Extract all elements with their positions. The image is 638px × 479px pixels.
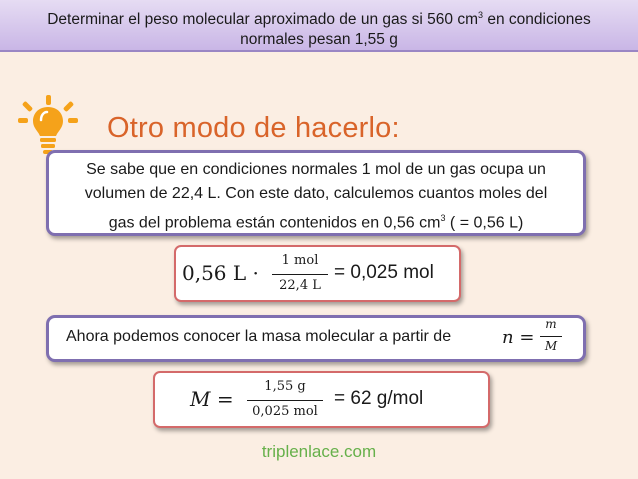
section-title: Otro modo de hacerlo: xyxy=(107,112,400,144)
formula-fraction-bar xyxy=(540,336,562,337)
footer-site-name: triplenlace.com xyxy=(261,442,377,461)
calc2-denominator: 0,025 mol xyxy=(252,404,318,419)
explanation-box xyxy=(46,150,586,236)
formula-box xyxy=(46,315,586,362)
formula-denominator: M xyxy=(544,339,558,353)
calc2-result: = 62 g/mol xyxy=(334,388,424,409)
calc2-fraction-bar xyxy=(247,400,323,401)
calc1-result: = 0,025 mol xyxy=(334,262,434,283)
calc1-fraction-bar xyxy=(272,274,328,275)
calc1-lhs: 0,56 L · xyxy=(182,261,259,285)
explanation-line-3-text: gas del problema están contenidos en 0,56 cm xyxy=(108,214,441,232)
explanation-line-2: volumen de 22,4 L. Con este dato, calculemos cuantos moles del xyxy=(84,185,548,202)
moles-calculation-box xyxy=(174,245,461,302)
calc1-numerator: 1 mol xyxy=(281,253,319,268)
question-text: Determinar el peso molecular aproximado de un gas si 560 cm xyxy=(47,11,479,29)
lightbulb-icon xyxy=(16,93,80,157)
calc2-lhs: M = xyxy=(190,387,234,411)
explanation-line-3-end: ( = 0,56 L) xyxy=(445,214,524,232)
calc2-numerator: 1,55 g xyxy=(264,379,306,394)
calc1-denominator: 22,4 L xyxy=(279,278,321,293)
question-banner xyxy=(0,0,638,52)
explanation-line-1: Se sabe que en condiciones normales 1 mol de un gas ocupa un xyxy=(86,161,546,178)
question-exponent: 3 xyxy=(478,10,484,20)
formula-text: Ahora podemos conocer la masa molecular a partir de xyxy=(66,328,452,345)
molar-mass-calculation-box xyxy=(153,371,490,428)
formula-numerator: m xyxy=(545,317,557,331)
explanation-exponent: 3 xyxy=(440,213,446,223)
question-line-2: normales pesan 1,55 g xyxy=(240,31,398,49)
explanation-line-3 xyxy=(57,206,575,235)
formula-lhs: n = xyxy=(502,327,535,348)
question-text-end: en condiciones xyxy=(483,11,591,29)
question-line-1 xyxy=(0,5,638,30)
